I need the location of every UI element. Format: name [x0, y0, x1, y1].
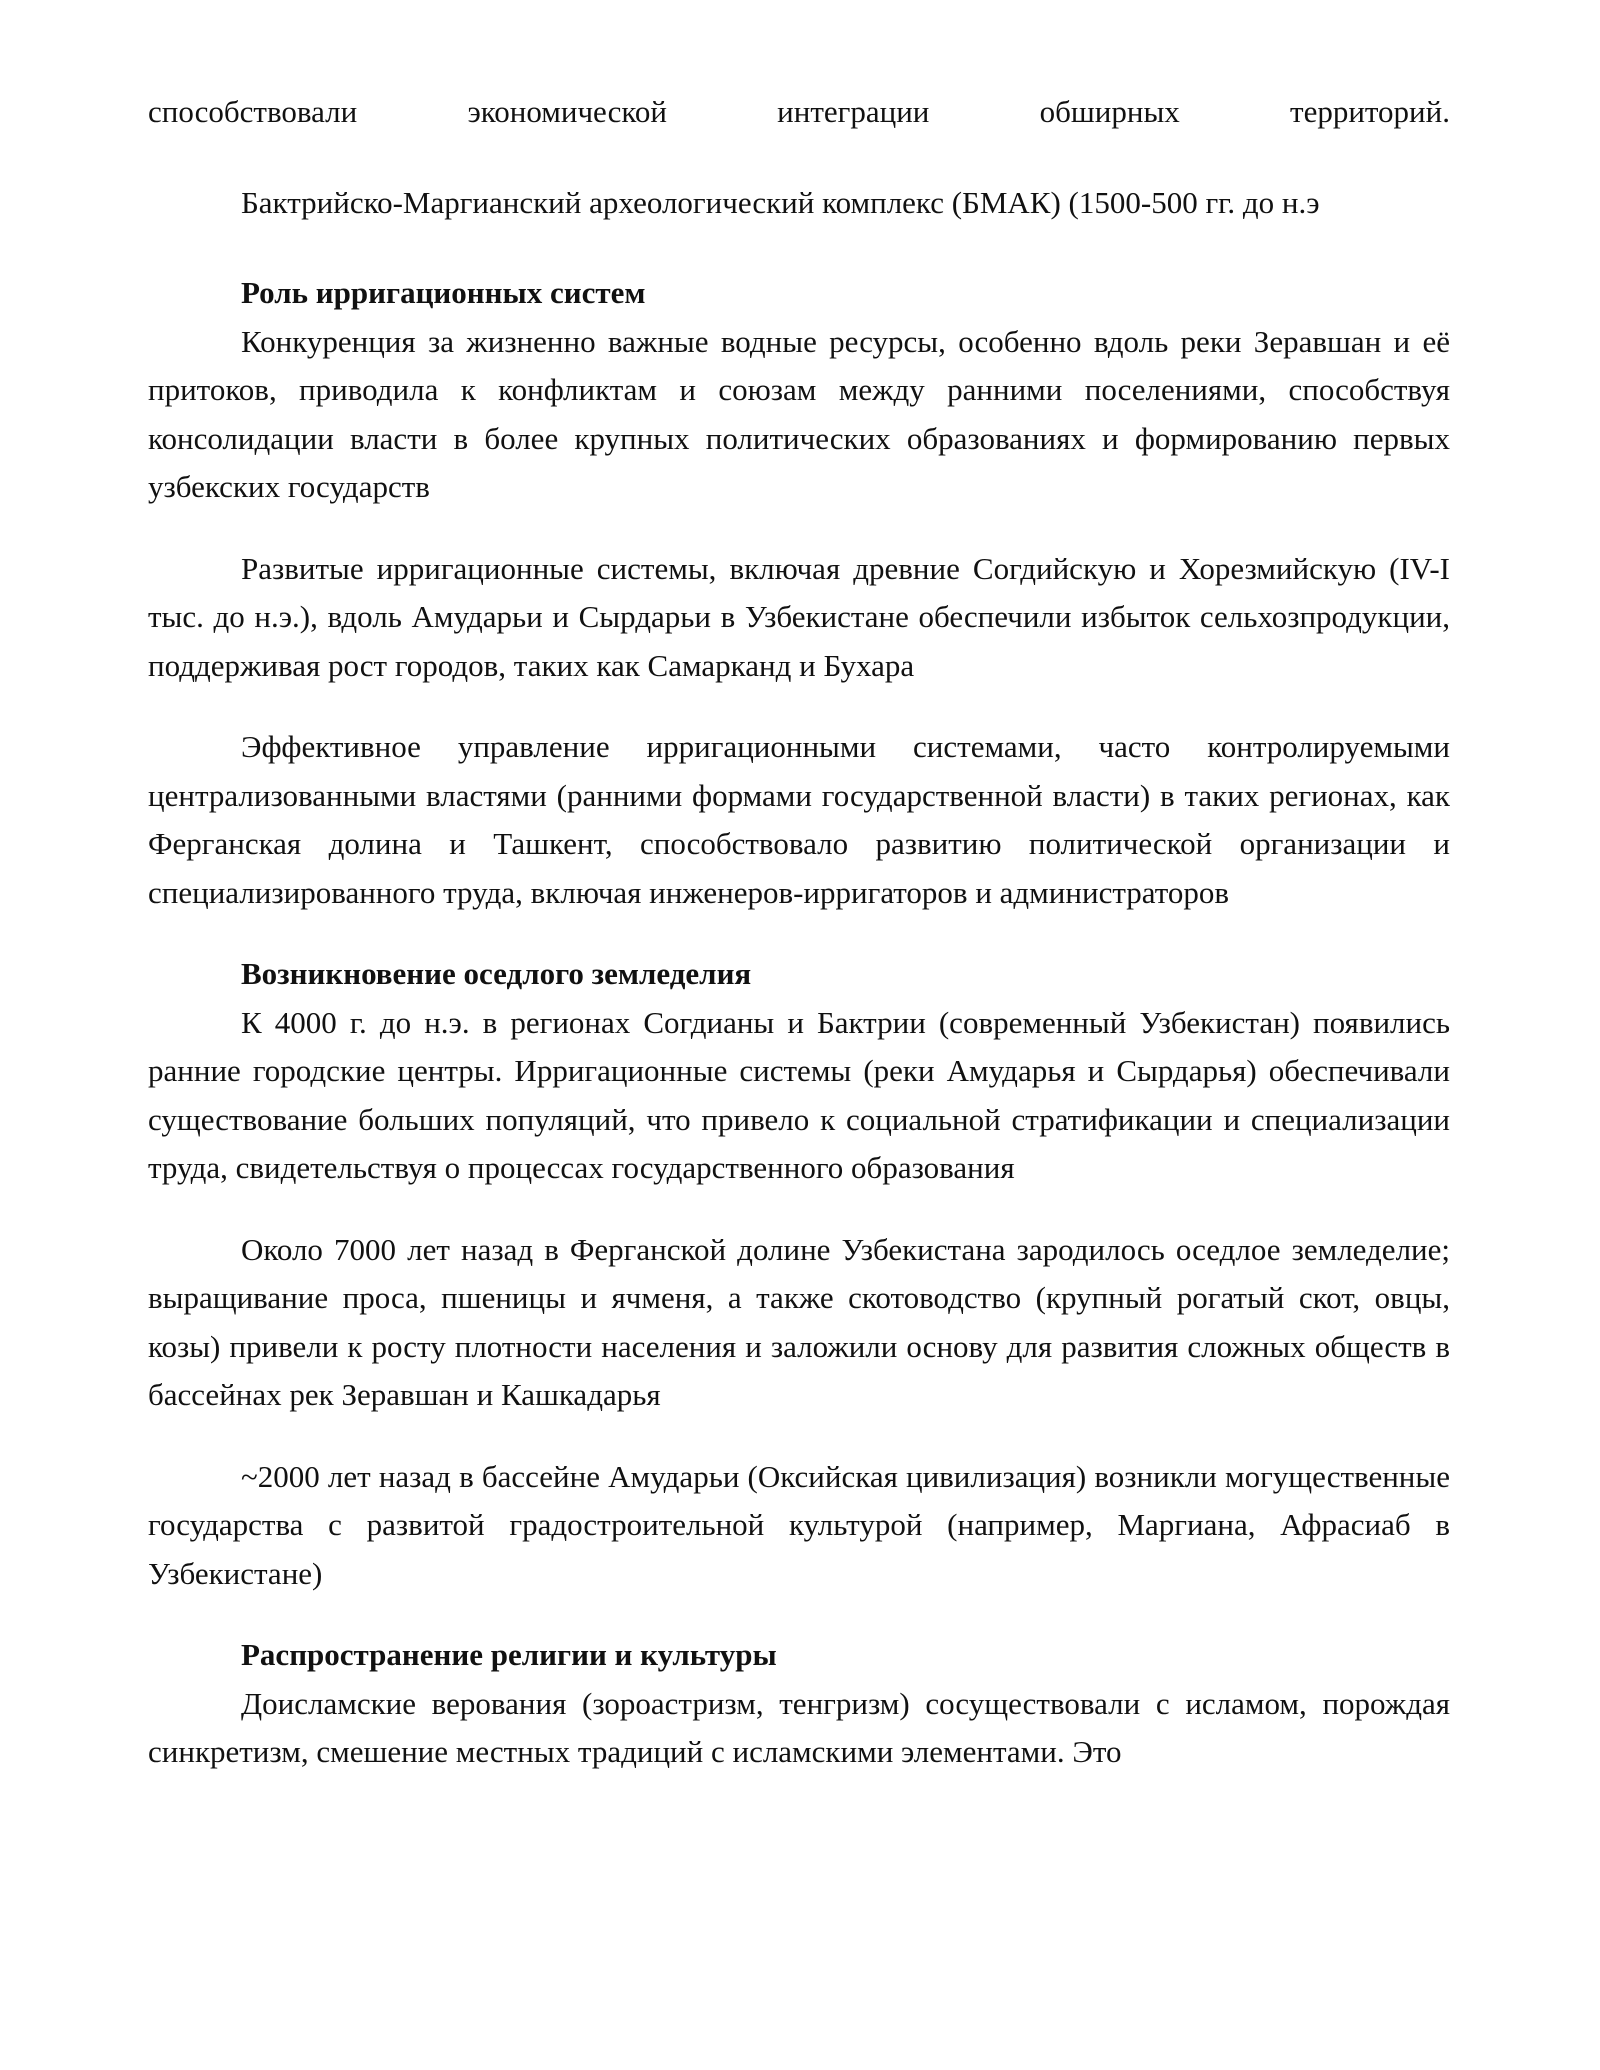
paragraph-agriculture-2: Около 7000 лет назад в Ферганской долине Узбекистана зародилось оседлое земледелие; выращивание проса, пшеницы и ячменя, а также скотоводство (крупный рогатый скот, овцы, козы) привели к росту плотности населения и заложили основу для развития сложных обществ в бассейнах рек Зеравшан и Кашкадарья — [148, 1231, 1450, 1412]
document-page — [148, 88, 1450, 1777]
heading-agriculture: Возникновение оседлого земледелия — [241, 956, 752, 991]
paragraph-religion-1: Доисламские верования (зороастризм, тенгризм) сосуществовали с исламом, порождая синкретизм, смешение местных традиций с исламскими элементами. Это — [148, 1685, 1450, 1769]
paragraph-bmak: Бактрийско-Маргианский археологический комплекс (БМАК) (1500-500 гг. до н.э — [241, 184, 1320, 220]
paragraph-intro: способствовали экономической интеграции обширных территорий. — [148, 94, 1450, 129]
heading-irrigation: Роль ирригационных систем — [241, 275, 646, 310]
paragraph-irrigation-3: Эффективное управление ирригационными системами, часто контролируемыми централизованными властями (ранними формами государственной власти) в таких регионах, как Ферганская долина и Ташкент, способствовало развитию политической организации и специализированного труда, включая инженеров-ирригаторов и администраторов — [148, 729, 1450, 910]
heading-religion: Распространение религии и культуры — [241, 1637, 777, 1672]
paragraph-agriculture-3: ~2000 лет назад в бассейне Амударьи (Оксийская цивилизация) возникли могущественные государства с развитой градостроительной культурой (например, Маргиана, Афрасиаб в Узбекистане) — [148, 1458, 1450, 1591]
paragraph-irrigation-1: Конкуренция за жизненно важные водные ресурсы, особенно вдоль реки Зеравшан и её притоков, приводила к конфликтам и союзам между ранними поселениями, способствуя консолидации власти в более крупных политических образованиях и формированию первых узбекских государств — [148, 323, 1450, 504]
paragraph-agriculture-1: К 4000 г. до н.э. в регионах Согдианы и Бактрии (современный Узбекистан) появились ранние городские центры. Ирригационные системы (реки Амударья и Сырдарья) обеспечивали существование больших популяций, что привело к социальной стратификации и специализации труда, свидетельствуя о процессах государственного образования — [148, 1004, 1450, 1185]
paragraph-irrigation-2: Развитые ирригационные системы, включая древние Согдийскую и Хорезмийскую (IV-I тыс. до н.э.), вдоль Амударьи и Сырдарьи в Узбекистане обеспечили избыток сельхозпродукции, поддерживая рост городов, таких как Самарканд и Бухара — [148, 550, 1450, 683]
